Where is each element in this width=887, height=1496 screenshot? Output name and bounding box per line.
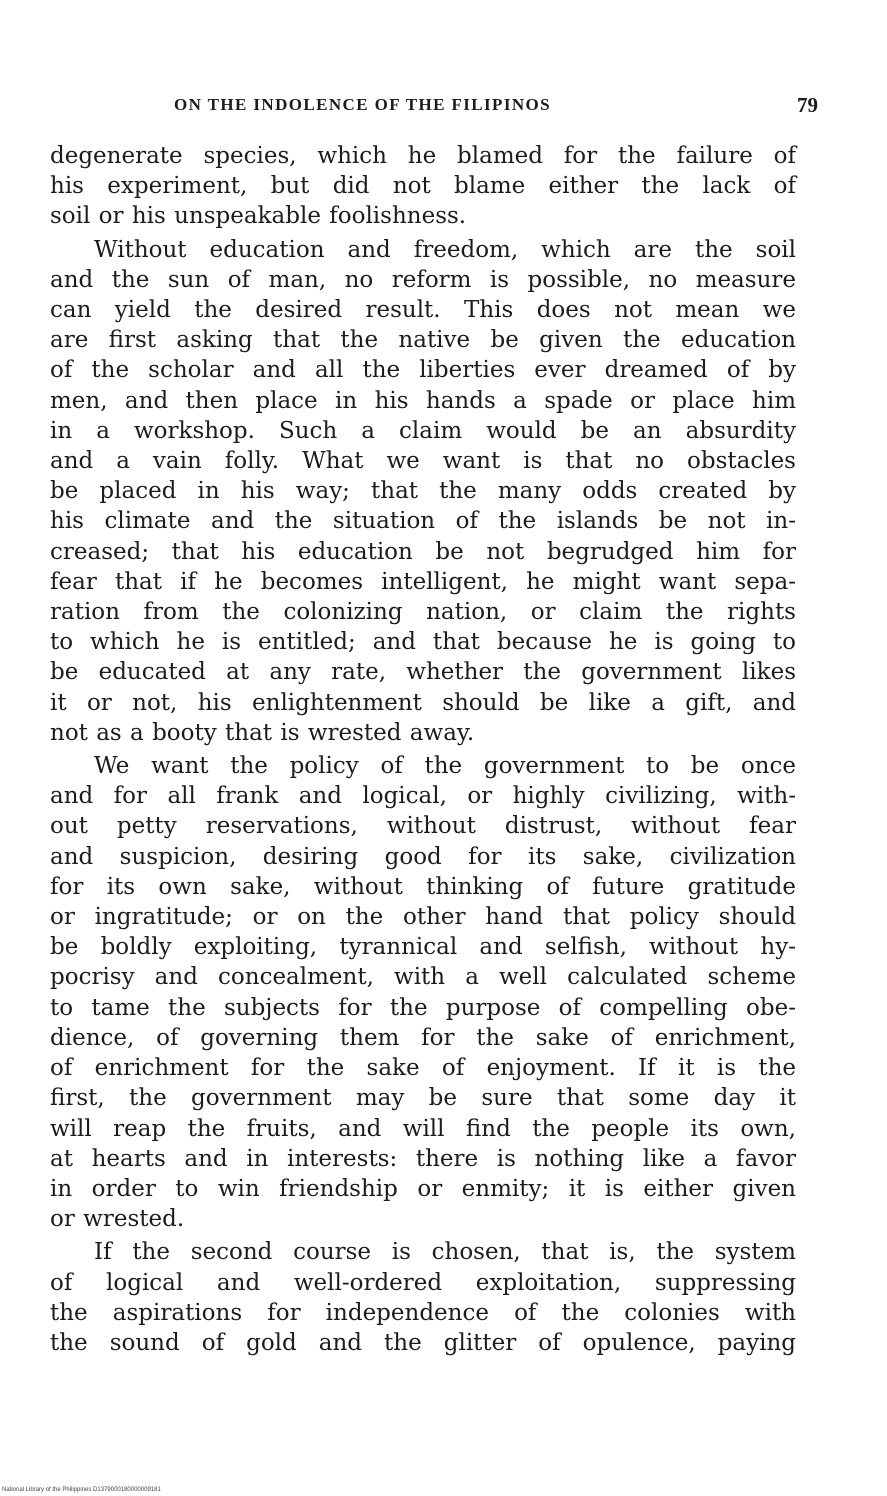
text-line: to which he is entitled; and that because he is going to (50, 629, 796, 656)
text-line: of the scholar and all the liberties ever dreamed of by (50, 357, 796, 384)
paragraph-1 (50, 141, 796, 232)
text-line: or ingratitude; or on the other hand that policy should (50, 904, 796, 931)
paragraph-4 (50, 1237, 796, 1358)
text-line: the aspirations for independence of the colonies with (50, 1299, 796, 1326)
text-line: fear that if he becomes intelligent, he might want sepa- (50, 568, 796, 595)
text-line: creased; that his education be not begrudged him for (50, 538, 796, 565)
text-line: and a vain folly. What we want is that no obstacles (50, 448, 796, 475)
text-line: it or not, his enlightenment should be like a gift, and (50, 689, 796, 716)
text-line: be educated at any rate, whether the government likes (50, 659, 796, 686)
text-line: to tame the subjects for the purpose of compelling obe- (50, 994, 796, 1021)
paragraph-3 (50, 751, 796, 1234)
page-number: 79 (797, 93, 818, 117)
footer-credit: National Library of the Philippines D1379000180000009181 (2, 1487, 161, 1493)
text-line: out petty reservations, without distrust, without fear (50, 813, 796, 840)
text-line: degenerate species, which he blamed for the failure of (50, 143, 796, 169)
text-line: Without education and freedom, which are the soil (94, 236, 796, 263)
text-line: will reap the fruits, and will find the people its own, (50, 1115, 796, 1142)
text-line: We want the policy of the government to be once (94, 753, 796, 780)
text-line: ration from the colonizing nation, or claim the rights (50, 599, 796, 626)
text-line: be placed in his way; that the many odds created by (50, 478, 796, 505)
text-line: his climate and the situation of the islands be not in- (50, 508, 796, 535)
text-line: are first asking that the native be given the education (50, 327, 796, 354)
text-line: at hearts and in interests: there is nothing like a favor (50, 1145, 796, 1172)
text-line: and for all frank and logical, or highly civilizing, with- (50, 783, 796, 810)
text-line: pocrisy and concealment, with a well calculated scheme (50, 964, 796, 991)
text-line: dience, of governing them for the sake of enrichment, (50, 1024, 796, 1051)
text-line: for its own sake, without thinking of future gratitude (50, 873, 796, 900)
text-line: and the sun of man, no reform is possible, no measure (50, 266, 796, 293)
text-line: and suspicion, desiring good for its sake, civilization (50, 843, 796, 870)
text-line: in order to win friendship or enmity; it is either given (50, 1175, 796, 1202)
body-text (50, 141, 796, 1358)
text-line: the sound of gold and the glitter of opulence, paying (50, 1329, 796, 1356)
page-header (48, 90, 818, 120)
text-line: of logical and well-ordered exploitation, suppressing (50, 1269, 796, 1296)
paragraph-2 (50, 235, 796, 748)
text-line: men, and then place in his hands a spade or place him (50, 387, 796, 414)
text-line: If the second course is chosen, that is, the system (94, 1239, 796, 1266)
text-line: of enrichment for the sake of enjoyment. If it is the (50, 1055, 796, 1082)
text-line: his experiment, but did not blame either the lack of (50, 173, 796, 200)
text-line: soil or his unspeakable foolishness. (50, 203, 467, 230)
text-line: first, the government may be sure that some day it (50, 1085, 796, 1112)
text-line: can yield the desired result. This does not mean we (50, 297, 796, 324)
text-line: be boldly exploiting, tyrannical and selfish, without hy- (50, 934, 796, 961)
running-head: ON THE INDOLENCE OF THE FILIPINOS (174, 95, 551, 114)
text-line: not as a booty that is wrested away. (50, 719, 475, 746)
text-line: in a workshop. Such a claim would be an absurdity (50, 417, 796, 444)
text-line: or wrested. (50, 1206, 185, 1233)
